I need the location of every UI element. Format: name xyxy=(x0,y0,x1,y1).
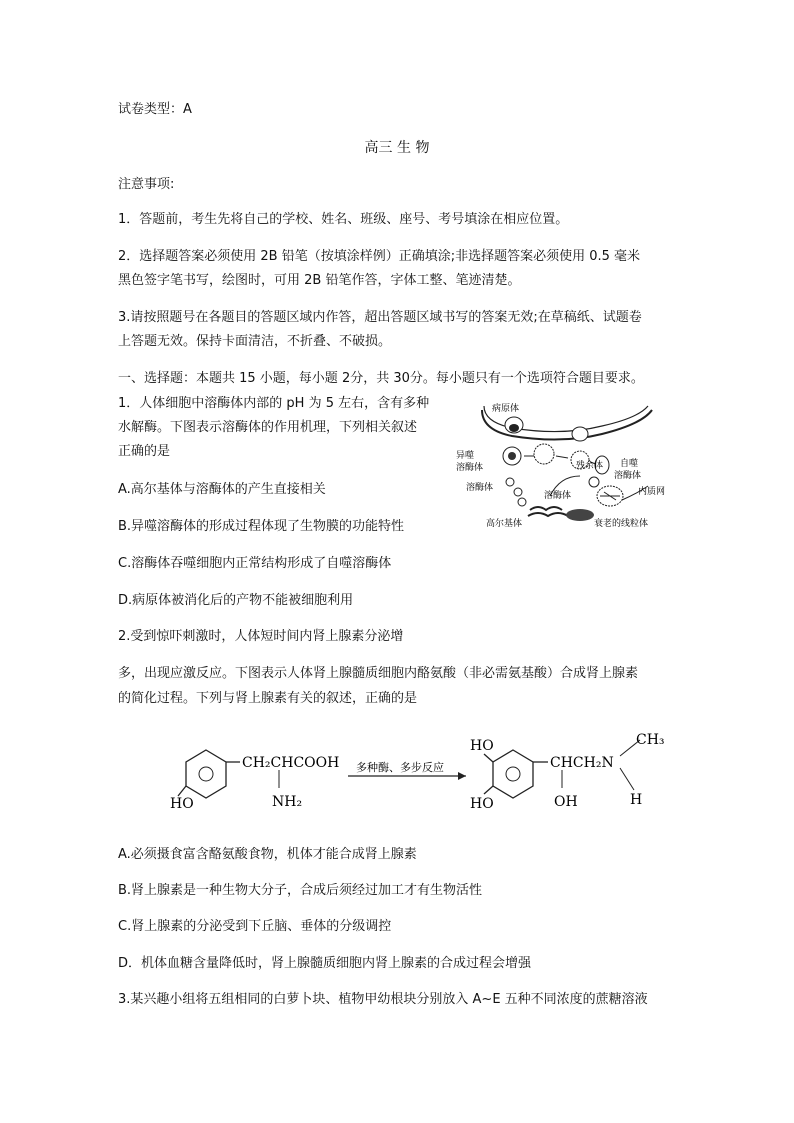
option-b: B.异噬溶酶体的形成过程体现了生物膜的功能特性 xyxy=(118,519,405,534)
question-stem: 1．人体细胞中溶酶体内部的 pH 为 5 左右，含有多种 xyxy=(118,396,430,411)
paper-type: 试卷类型：A xyxy=(118,102,192,117)
arrow-label: 多种酶、多步反应 xyxy=(356,761,444,774)
notice-item: 1．答题前，考生先将自己的学校、姓名、班级、座号、考号填涂在相应位置。 xyxy=(118,212,569,227)
option-c: C.溶酶体吞噬细胞内正常结构形成了自噬溶酶体 xyxy=(118,556,392,571)
label-golgi: 高尔基体 xyxy=(486,519,523,529)
right-h: H xyxy=(630,792,643,808)
right-chain: CHCH₂N xyxy=(550,755,614,771)
option-c: C.肾上腺素的分泌受到下丘脑、垂体的分级调控 xyxy=(118,919,392,934)
right-ho-bottom: HO xyxy=(470,796,494,812)
label-hetero: 异噬 xyxy=(456,451,475,461)
left-chain: CH₂CHCOOH xyxy=(242,755,340,771)
label-lysosome-mid: 溶酶体 xyxy=(544,491,572,501)
notice-item: 黑色签字笔书写，绘图时，可用 2B 铅笔作答，字体工整、笔迹清楚。 xyxy=(118,273,521,288)
page-title: 高三 生 物 xyxy=(364,140,430,156)
section-heading: 一、选择题：本题共 15 小题，每小题 2分，共 30分。每小题只有一个选项符合题目要求。 xyxy=(118,371,644,386)
label-er: 内质网 xyxy=(638,487,666,497)
label-auto-lysosome: 溶酶体 xyxy=(614,471,642,481)
question-stem: 多，出现应激反应。下图表示人体肾上腺髓质细胞内酪氨酸（非必需氨基酸）合成肾上腺素 xyxy=(118,666,639,681)
option-d: D．机体血糖含量降低时，肾上腺髓质细胞内肾上腺素的合成过程会增强 xyxy=(118,956,532,971)
option-a: A.必须摄食富含酪氨酸食物，机体才能合成肾上腺素 xyxy=(118,847,417,862)
label-lysosome-left: 溶酶体 xyxy=(466,483,494,493)
label-residual: 残余体 xyxy=(576,461,604,471)
notice-item: 2．选择题答案必须使用 2B 铅笔（按填涂样例）正确填涂;非选择题答案必须使用 0.5 毫米 xyxy=(118,249,641,264)
label-aged-mito: 衰老的线粒体 xyxy=(594,519,649,529)
left-ho: HO xyxy=(170,796,194,812)
right-ho-top: HO xyxy=(470,738,494,754)
right-ch3: CH₃ xyxy=(636,732,665,748)
notice-item: 上答题无效。保持卡面清洁，不折叠、不破损。 xyxy=(118,334,392,349)
label-pathogen: 病原体 xyxy=(492,404,520,414)
reaction-diagram xyxy=(170,728,700,828)
question-stem: 2.受到惊吓刺激时，人体短时间内肾上腺素分泌增 xyxy=(118,629,404,644)
option-b: B.肾上腺素是一种生物大分子，合成后须经过加工才有生物活性 xyxy=(118,883,483,898)
option-d: D.病原体被消化后的产物不能被细胞利用 xyxy=(118,593,354,608)
notice-heading: 注意事项: xyxy=(118,177,175,192)
right-oh: OH xyxy=(554,794,578,810)
left-nh2: NH₂ xyxy=(272,794,303,810)
option-a: A.高尔基体与溶酶体的产生直接相关 xyxy=(118,482,326,497)
question-stem: 正确的是 xyxy=(118,444,171,459)
label-hetero-lysosome: 溶酶体 xyxy=(456,463,484,473)
notice-item: 3.请按照题号在各题目的答题区域内作答，超出答题区域书写的答案无效;在草稿纸、试题卷 xyxy=(118,310,642,325)
question-stem: 水解酶。下图表示溶酶体的作用机理，下列相关叙述 xyxy=(118,420,418,435)
question-stem: 3.某兴趣小组将五组相同的白萝卜块、植物甲幼根块分别放入 A~E 五种不同浓度的蔗糖溶液 xyxy=(118,992,648,1007)
label-auto: 自噬 xyxy=(620,459,639,469)
lysosome-diagram xyxy=(452,400,682,530)
question-stem: 的简化过程。下列与肾上腺素有关的叙述，正确的是 xyxy=(118,691,418,706)
